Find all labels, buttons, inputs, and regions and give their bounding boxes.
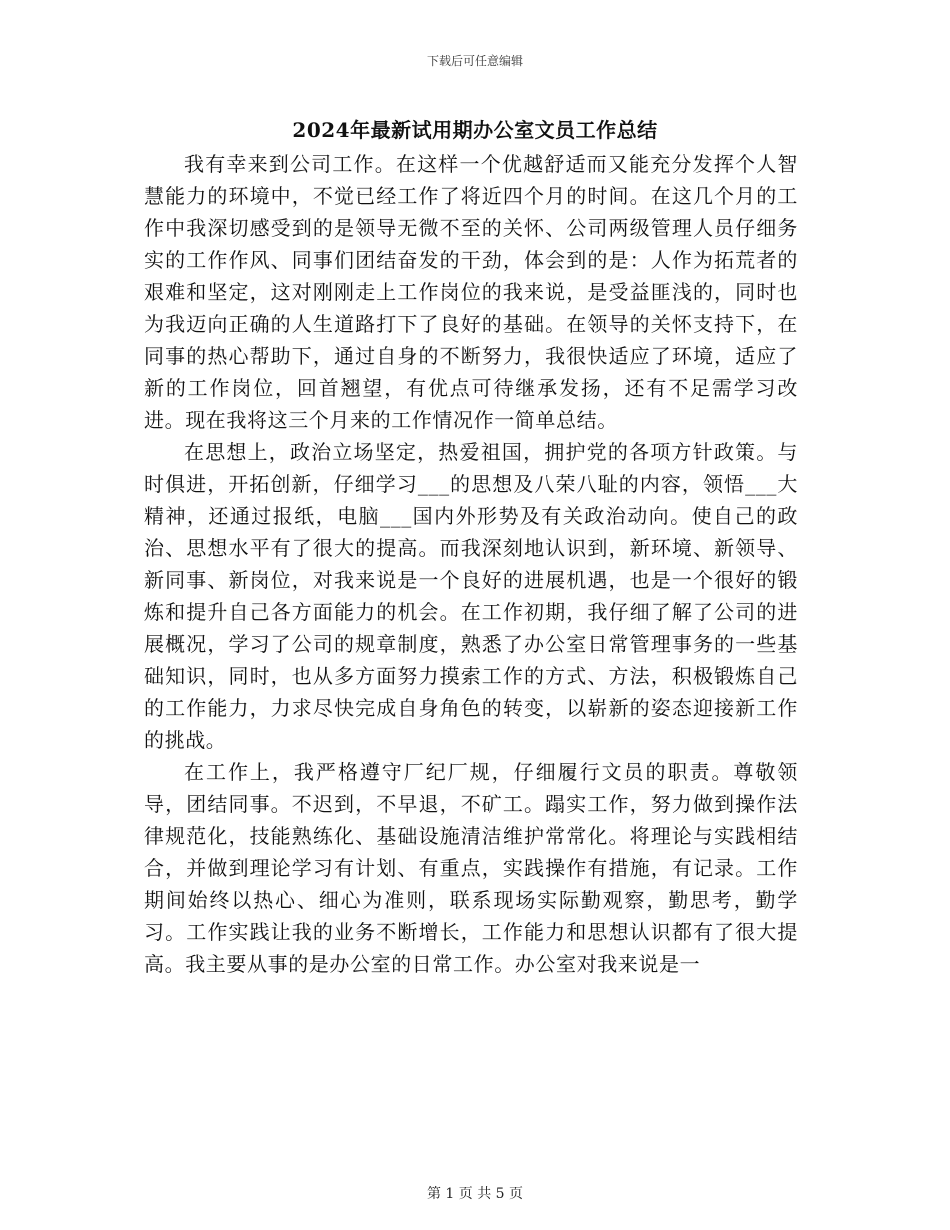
paragraph-1: 我有幸来到公司工作。在这样一个优越舒适而又能充分发挥个人智慧能力的环境中，不觉已经工作了将近四个月的时间。在这几个月的工作中我深切感受到的是领导无微不至的关怀、公司两级管理人员仔细务实的工作作风、同事们团结奋发的干劲，体会到的是：人作为拓荒者的艰难和坚定，这对刚刚走上工作岗位的我来说，是受益匪浅的，同时也为我迈向正确的人生道路打下了良好的基础。在领导的关怀支持下，在同事的热心帮助下，通过自身的不断努力，我很快适应了环境，适应了新的工作岗位，回首翘望，有优点可待继承发扬，还有不足需学习改进。现在我将这三个月来的工作情况作一简单总结。	[144, 152, 798, 432]
paragraph-2: 在思想上，政治立场坚定，热爱祖国，拥护党的各项方针政策。与时俱进，开拓创新，仔细学习___的思想及八荣八耻的内容，领悟___大精神，还通过报纸，电脑___国内外形势及有关政治动向。使自己的政治、思想水平有了很大的提高。而我深刻地认识到，新环境、新领导、新同事、新岗位，对我来说是一个良好的进展机遇，也是一个很好的锻炼和提升自己各方面能力的机会。在工作初期，我仔细了解了公司的进展概况，学习了公司的规章制度，熟悉了办公室日常管理事务的一些基础知识，同时，也从多方面努力摸索工作的方式、方法，积极锻炼自己的工作能力，力求尽快完成自身角色的转变，以崭新的姿态迎接新工作的挑战。	[144, 440, 798, 752]
document-title: 2024年最新试用期办公室文员工作总结	[292, 118, 658, 142]
page-number: 第 1 页 共 5 页	[426, 1186, 524, 1202]
document-body	[144, 148, 798, 980]
page-header-note: 下载后可任意编辑	[426, 54, 523, 68]
paragraph-3: 在工作上，我严格遵守厂纪厂规，仔细履行文员的职责。尊敬领导，团结同事。不迟到，不早退，不矿工。蹋实工作，努力做到操作法律规范化，技能熟练化、基础设施清洁维护常常化。将理论与实践相结合，并做到理论学习有计划、有重点，实践操作有措施，有记录。工作期间始终以热心、细心为准则，联系现场实际勤观察，勤思考，勤学习。工作实践让我的业务不断增长，工作能力和思想认识都有了很大提高。我主要从事的是办公室的日常工作。办公室对我来说是一	[144, 760, 798, 976]
